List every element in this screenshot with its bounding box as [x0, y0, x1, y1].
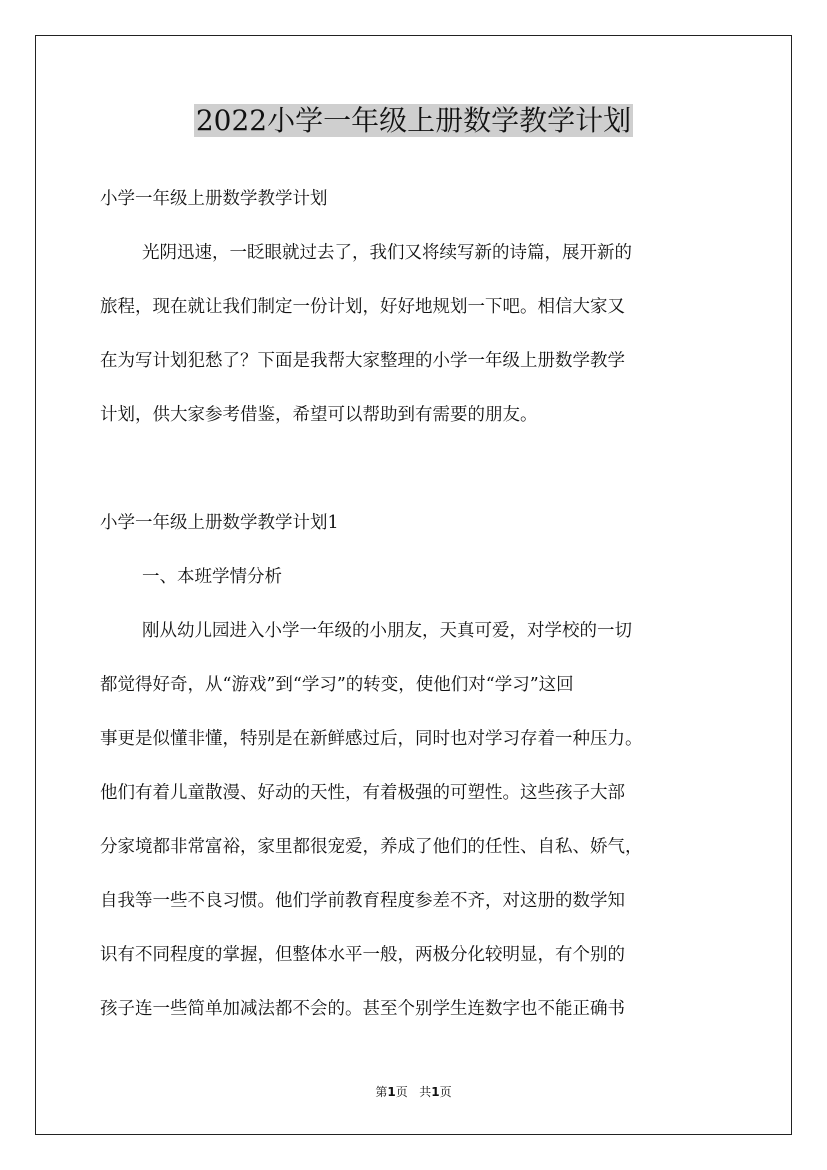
document-title-text: 2022小学一年级上册数学教学计划: [195, 104, 632, 137]
intro-line: 计划，供大家参考借鉴，希望可以帮助到有需要的朋友。: [100, 405, 538, 425]
body-line: 孩子连一些简单加减法都不会的。甚至个别学生连数字也不能正确书: [100, 999, 625, 1019]
body-line: 自我等一些不良习惯。他们学前教育程度参差不齐，对这册的数学知: [100, 891, 625, 911]
document-body: [100, 172, 740, 1036]
section-title: 小学一年级上册数学教学计划1: [100, 513, 339, 533]
document-title: [0, 99, 827, 143]
intro-line: 旅程，现在就让我们制定一份计划，好好地规划一下吧。相信大家又: [100, 297, 625, 317]
page-footer: [0, 1082, 827, 1102]
subtitle: 小学一年级上册数学教学计划: [100, 189, 328, 209]
total-suffix: 页: [439, 1085, 452, 1099]
total-pages: 1: [431, 1085, 440, 1099]
body-line: 事更是似懂非懂，特别是在新鲜感过后，同时也对学习存着一种压力。: [100, 729, 643, 749]
total-prefix: 共: [419, 1085, 432, 1099]
body-line: 识有不同程度的掌握，但整体水平一般，两极分化较明显，有个别的: [100, 945, 625, 965]
paragraph-gap: [100, 442, 740, 496]
body-line: 他们有着儿童散漫、好动的天性，有着极强的可塑性。这些孩子大部: [100, 783, 625, 803]
body-line: 刚从幼儿园进入小学一年级的小朋友，天真可爱，对学校的一切: [142, 621, 632, 641]
page-prefix: 第: [375, 1085, 388, 1099]
section-heading: 一、本班学情分析: [142, 567, 282, 587]
intro-line: 光阴迅速，一眨眼就过去了，我们又将续写新的诗篇，展开新的: [142, 243, 632, 263]
page-suffix: 页: [395, 1085, 408, 1099]
body-line: 分家境都非常富裕，家里都很宠爱，养成了他们的任性、自私、娇气，: [100, 837, 643, 857]
page-number: 1: [387, 1085, 396, 1099]
body-line: 都觉得好奇，从“游戏”到“学习”的转变，使他们对“学习”这回: [100, 675, 574, 695]
intro-line: 在为写计划犯愁了？下面是我帮大家整理的小学一年级上册数学教学: [100, 351, 625, 371]
